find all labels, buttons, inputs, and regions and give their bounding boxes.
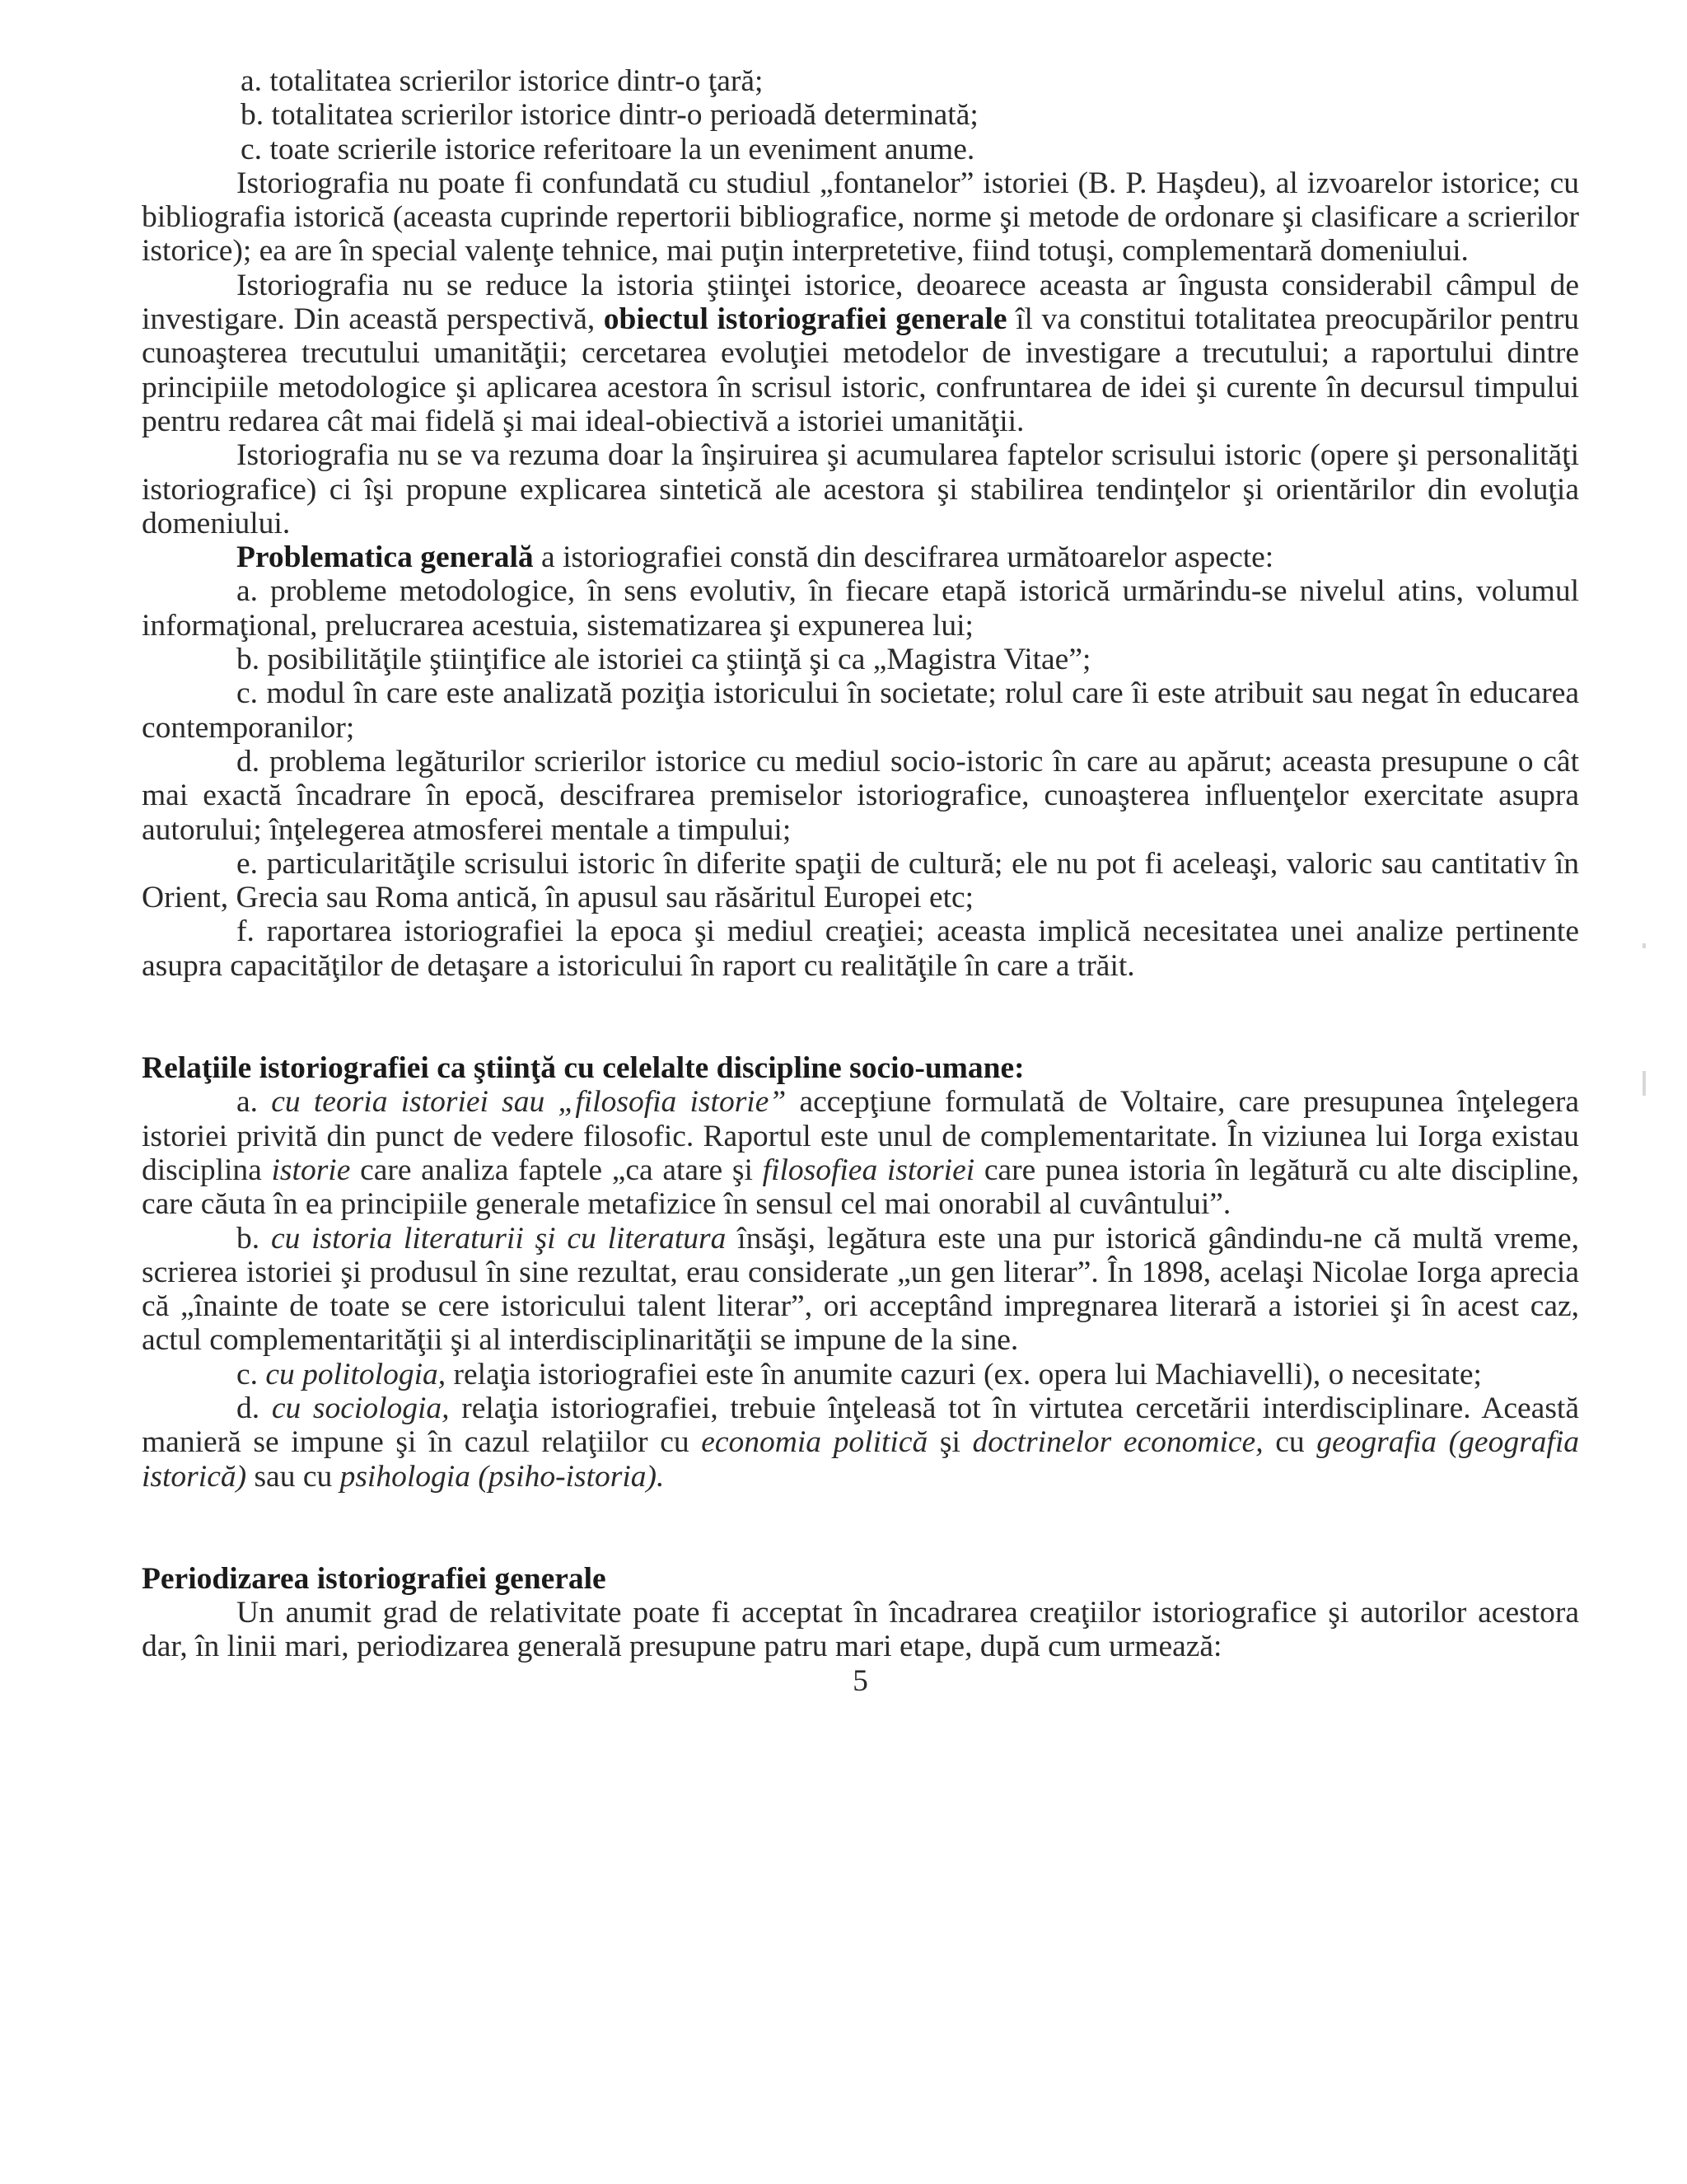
text-span: şi [939, 1425, 960, 1460]
italic-term: psihologia (psiho-istoria). [339, 1459, 665, 1494]
list-item: d. problema legăturilor scrierilor istorice cu mediul socio-istoric în care au apărut; aceasta presupune o cât mai exactă încadrare în epocă, descifrarea premiselor istoriografice, cunoaşterea influenţelor exercitate asupra autorului; înţelegerea atmosferei mentale a timpului; [142, 744, 1579, 847]
text-span: Istoriografia nu se reduce la istoria ştiinţei istorice, deoarece aceasta ar îngusta considerabil câmpul de investigare. Din această perspectivă, [142, 268, 1579, 337]
text-span: îl va constitui totalitatea preocupărilor pentru cunoaşterea trecutului umanităţii; cercetarea evoluţiei metodelor de investigare a trecutului; a raportului dintre principiile metodologice şi aplicarea acestora în scrisul istoric, confruntarea de idei şi curente în decursul timpului pentru redarea cât mai fidelă şi mai ideal-obiectivă a istoriei umanităţii. [142, 302, 1580, 438]
text-span: care punea istoria în legătură cu alte discipline, care căuta în ea principiile generale metafizice în sensul cel mai onorabil al cuvântului”. [142, 1153, 1580, 1222]
italic-term: cu politologia, [265, 1357, 446, 1391]
scan-margin-mark [1643, 943, 1646, 948]
item-prefix: b. [236, 1221, 260, 1256]
paragraph-periodizare: Un anumit grad de relativitate poate fi acceptat în încadrarea creaţiilor istoriografice şi autorilor acestora dar, în linii mari, periodizarea generală presupune patru mari etape, după cum urmează: [142, 1596, 1579, 1664]
section-heading-relatii: Relaţiile istoriografiei ca ştiinţă cu celelalte discipline socio-umane: [142, 1051, 1025, 1086]
text-span: accepţiune formulată de Voltaire, care presupunea înţelegera istoriei privită din punct de vedere filosofic. Raportul este unul de complementaritate. În viziunea lui Iorga existau disciplina [142, 1085, 1579, 1187]
page-number: 5 [853, 1663, 868, 1698]
text-span: însăşi, legătura este una pur istorică gândindu-ne că multă vreme, scrierea istoriei şi produsul în sine rezultat, erau considerate „un gen literar”. În 1898, acelaşi Nicolae Iorga aprecia că „înainte de toate se cere istoricului talent literar”, ori acceptând impregnarea literară a istoriei şi în acest caz, actul complementarităţii şi al interdisciplinarităţii se impune de la sine. [142, 1221, 1580, 1358]
list-item: b. totalitatea scrierilor istorice dintr-o perioadă determinată; [241, 98, 979, 133]
italic-term: cu istoria literaturii şi cu literatura [270, 1221, 727, 1256]
item-prefix: a. [236, 1085, 259, 1120]
text-span: sau cu [254, 1459, 333, 1494]
italic-term: cu sociologia, [271, 1391, 450, 1425]
list-item: a. probleme metodologice, în sens evolutiv, în fiecare etapă istorică urmărindu-se nivelul atins, volumul informaţional, prelucrarea acestuia, sistematizarea şi expunerea lui; [142, 574, 1579, 643]
item-prefix: d. [236, 1391, 260, 1425]
text-span: relaţia istoriografiei este în anumite cazuri (ex. opera lui Machiavelli), o necesitate; [453, 1357, 1482, 1391]
bold-term-problematica: Problematica generală [236, 540, 534, 575]
list-item: b. posibilităţile ştiinţifice ale istoriei ca ştiinţă şi ca „Magistra Vitae”; [236, 643, 1091, 677]
italic-term: doctrinelor economice, [972, 1425, 1264, 1460]
text-span: relaţia istoriografiei, trebuie înţeleasă tot în virtutea cercetării interdisciplinare. Această manieră se impune şi în cazul relaţiilor cu [142, 1391, 1579, 1460]
scan-margin-mark [1643, 1071, 1646, 1096]
text-span: care analiza faptele „ca atare şi [360, 1153, 753, 1187]
italic-term: filosofiea istoriei [762, 1153, 975, 1187]
list-item: c. modul în care este analizată poziţia istoricului în societate; rolul care îi este atribuit sau negat în educarea contemporanilor; [142, 676, 1579, 745]
italic-term: istorie [271, 1153, 351, 1187]
text-span: a istoriografiei constă din descifrarea următoarelor aspecte: [541, 540, 1274, 575]
document-page [142, 64, 1579, 1698]
relatii-item-c [142, 1358, 1579, 1391]
list-item: c. toate scrierile istorice referitoare la un eveniment anume. [241, 132, 975, 166]
italic-term: cu teoria istoriei sau „filosofia istorie” [271, 1085, 787, 1120]
paragraph-istoriografia-fontanele: Istoriografia nu poate fi confundată cu studiul „fontanelor” istoriei (B. P. Haşdeu), al izvoarelor istorice; cu bibliografia istorică (aceasta cuprinde repertorii bibliografice, norme şi metode de ordonare şi clasificare a scrierilor istorice); ea are în special valenţe tehnice, mai puţin interpretetive, fiind totuşi, complementară domeniului. [142, 166, 1579, 269]
section-heading-periodizare: Periodizarea istoriografiei generale [142, 1561, 606, 1596]
spacer [142, 1494, 1579, 1562]
relatii-item-d [142, 1391, 1579, 1494]
text-span: cu [1275, 1425, 1305, 1460]
list-item: a. totalitatea scrierilor istorice dintr-o ţară; [241, 64, 764, 98]
list-item: f. raportarea istoriografiei la epoca şi mediul creaţiei; aceasta implică necesitatea unei analize pertinente asupra capacităţilor de detaşare a istoricului în raport cu realităţile în care a trăit. [142, 914, 1579, 983]
relatii-item-b [142, 1222, 1579, 1358]
bold-term-obiectul: obiectul istoriografiei generale [603, 302, 1007, 337]
relatii-item-a [142, 1085, 1579, 1221]
paragraph-insiruirea: Istoriografia nu se va rezuma doar la înşiruirea şi acumularea faptelor scrisului istoric (opere şi personalităţi istoriografice) ci îşi propune explicarea sintetică ale acestora şi stabilirea tendinţelor şi orientărilor din evoluţia domeniului. [142, 438, 1579, 540]
italic-term: economia politică [701, 1425, 928, 1460]
italic-term: geografia (geografia istorică) [142, 1425, 1579, 1494]
list-item: e. particularităţile scrisului istoric în diferite spaţii de cultură; ele nu pot fi aceleaşi, valoric sau cantitativ în Orient, Grecia sau Roma antică, în apusul sau răsăritul Europei etc; [142, 846, 1579, 915]
paragraph-obiectul-istoriografiei [142, 269, 1579, 438]
spacer [142, 983, 1579, 1051]
paragraph-problematica-intro [142, 540, 1579, 574]
item-prefix: c. [236, 1357, 259, 1391]
